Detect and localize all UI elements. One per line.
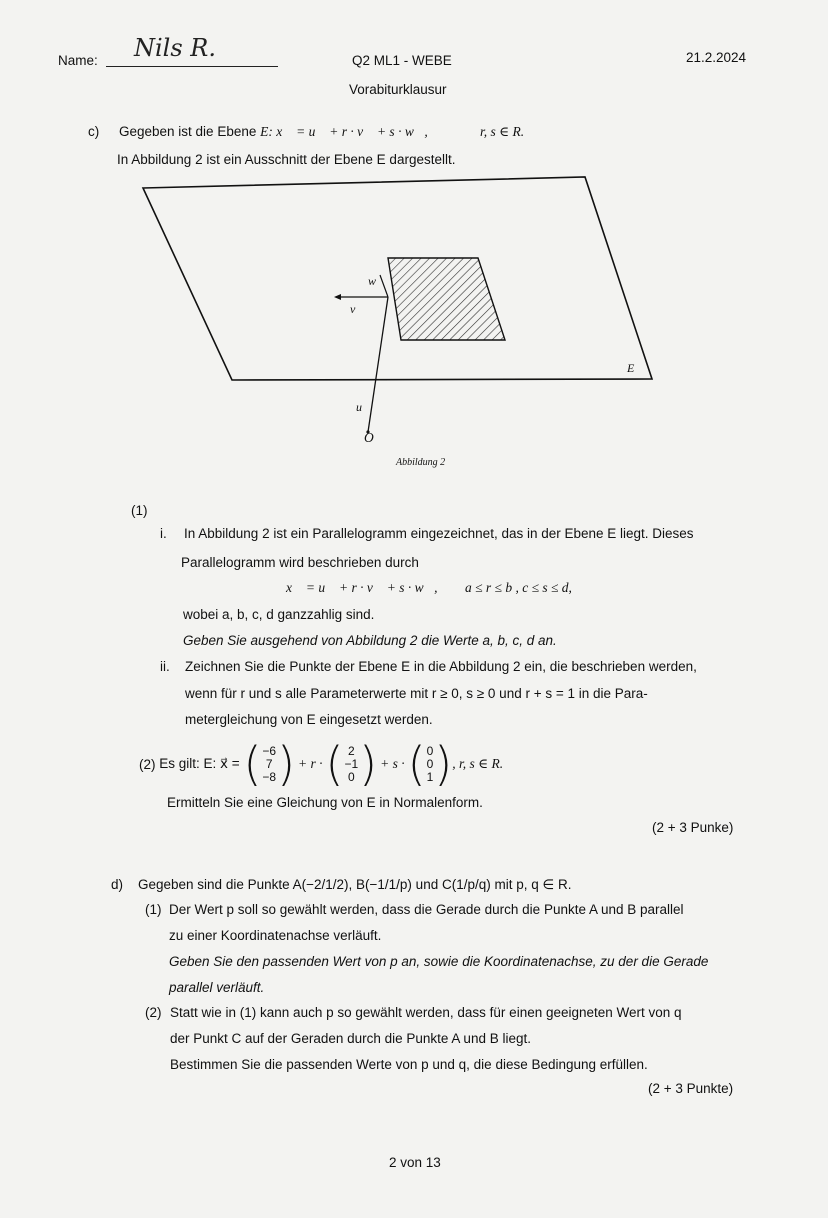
exam-date: 21.2.2024 xyxy=(686,50,747,65)
task-c-i-task: Geben Sie ausgehend von Abbildung 2 die Werte a, b, c, d an. xyxy=(183,633,557,648)
task-c-sub2-task: Ermitteln Sie eine Gleichung von E in Normalenform. xyxy=(167,795,483,810)
label-plane-e: E xyxy=(627,361,635,375)
task-d-sub2-task: Bestimmen Sie die passenden Werte von p und q, die diese Bedingung erfüllen. xyxy=(170,1057,648,1072)
task-d-points: (2 + 3 Punkte) xyxy=(648,1081,734,1096)
task-c-intro-formula: E: x⃗ = u⃗ + r · v⃗ + s · w⃗, xyxy=(260,124,428,139)
page-number: 2 von 13 xyxy=(389,1155,441,1170)
task-d-sub1-task1: Geben Sie den passenden Wert von p an, sowie die Koordinatenachse, zu der die Gerade xyxy=(169,954,709,969)
vec1-z: −8 xyxy=(262,769,277,784)
task-d-label: d) xyxy=(111,877,124,892)
task-d-sub2-line1: Statt wie in (1) kann auch p so gewählt werden, dass für einen geeigneten Wert von q xyxy=(170,1005,682,1020)
task-c-label: c) xyxy=(88,124,100,139)
task-c-ii-line1: Zeichnen Sie die Punkte der Ebene E in die Abbildung 2 ein, die beschrieben werden, xyxy=(185,659,697,674)
task-c-intro-params: r, s ∈ R. xyxy=(480,124,525,139)
task-c-ii-label: ii. xyxy=(160,659,170,674)
label-w: w⃗ xyxy=(368,274,386,288)
vector-3: ( 0 0 1 ) xyxy=(407,737,453,791)
vector-2: ( 2 −1 0 ) xyxy=(325,737,378,791)
vec2-x: 2 xyxy=(347,743,355,758)
task-c-i-formula: x⃗ = u⃗ + r · v⃗ + s · w⃗, xyxy=(286,580,438,595)
handwritten-name: Nils R. xyxy=(134,34,216,62)
exam-subtitle: Vorabiturklausur xyxy=(349,82,447,97)
task-c-sub2-suffix: , r, s ∈ R. xyxy=(452,756,504,771)
task-c-sub2-label: (2) xyxy=(139,756,156,772)
task-c-i-label: i. xyxy=(160,526,167,541)
vector-v-arrowhead xyxy=(334,294,341,300)
name-label: Name: xyxy=(58,53,98,68)
task-d-intro: Gegeben sind die Punkte A(−2/1/2), B(−1/1/p) und C(1/p/q) mit p, q ∈ R. xyxy=(138,877,572,892)
task-d-sub1-line1: Der Wert p soll so gewählt werden, dass die Gerade durch die Punkte A und B parallel xyxy=(169,902,684,917)
vec1-y: 7 xyxy=(265,756,273,771)
task-c-ii-line2: wenn für r und s alle Parameterwerte mit r ≥ 0, s ≥ 0 und r + s = 1 in die Para- xyxy=(185,686,648,701)
vec3-x: 0 xyxy=(426,743,434,758)
label-origin: O xyxy=(364,430,374,445)
vec3-y: 0 xyxy=(426,756,434,771)
task-c-i-condition: a ≤ r ≤ b , c ≤ s ≤ d, xyxy=(465,580,572,595)
task-d-sub1-task2: parallel verläuft. xyxy=(169,980,265,995)
task-c-i-line1: In Abbildung 2 ist ein Parallelogramm eingezeichnet, das in der Ebene E liegt. Dieses xyxy=(184,526,694,541)
task-c-intro-text: Gegeben ist die Ebene xyxy=(119,124,257,139)
vec2-z: 0 xyxy=(347,769,355,784)
task-c-sub2-equation xyxy=(139,736,503,792)
task-d-sub2-label: (2) xyxy=(145,1005,162,1020)
hatched-parallelogram xyxy=(388,258,505,340)
plus-r: + r · xyxy=(298,756,323,771)
task-d-sub1-line2: zu einer Koordinatenachse verläuft. xyxy=(169,928,382,943)
task-c-sub1-label: (1) xyxy=(131,503,148,518)
task-c-i-line3: wobei a, b, c, d ganzzahlig sind. xyxy=(183,607,375,622)
vec3-z: 1 xyxy=(426,769,434,784)
vec2-y: −1 xyxy=(344,756,359,771)
vector-1: ( −6 7 −8 ) xyxy=(243,737,296,791)
task-c-points: (2 + 3 Punke) xyxy=(652,820,734,835)
task-d-sub2-line2: der Punkt C auf der Geraden durch die Punkte A und B liegt. xyxy=(170,1031,531,1046)
plus-s: + s · xyxy=(380,756,405,771)
vec1-x: −6 xyxy=(262,743,277,758)
figure-caption: Abbildung 2 xyxy=(396,457,446,468)
task-c-intro-line2: In Abbildung 2 ist ein Ausschnitt der Ebene E dargestellt. xyxy=(117,152,456,167)
label-v: v⃗ xyxy=(350,302,365,316)
task-c-i-line2: Parallelogramm wird beschrieben durch xyxy=(181,555,419,570)
task-c-sub2-prefix: Es gilt: E: x⃗ = xyxy=(159,756,240,771)
task-c-ii-line3: metergleichung von E eingesetzt werden. xyxy=(185,712,433,727)
course-code: Q2 ML1 - WEBE xyxy=(352,53,452,68)
label-u: u⃗ xyxy=(356,400,372,414)
task-d-sub1-label: (1) xyxy=(145,902,162,917)
